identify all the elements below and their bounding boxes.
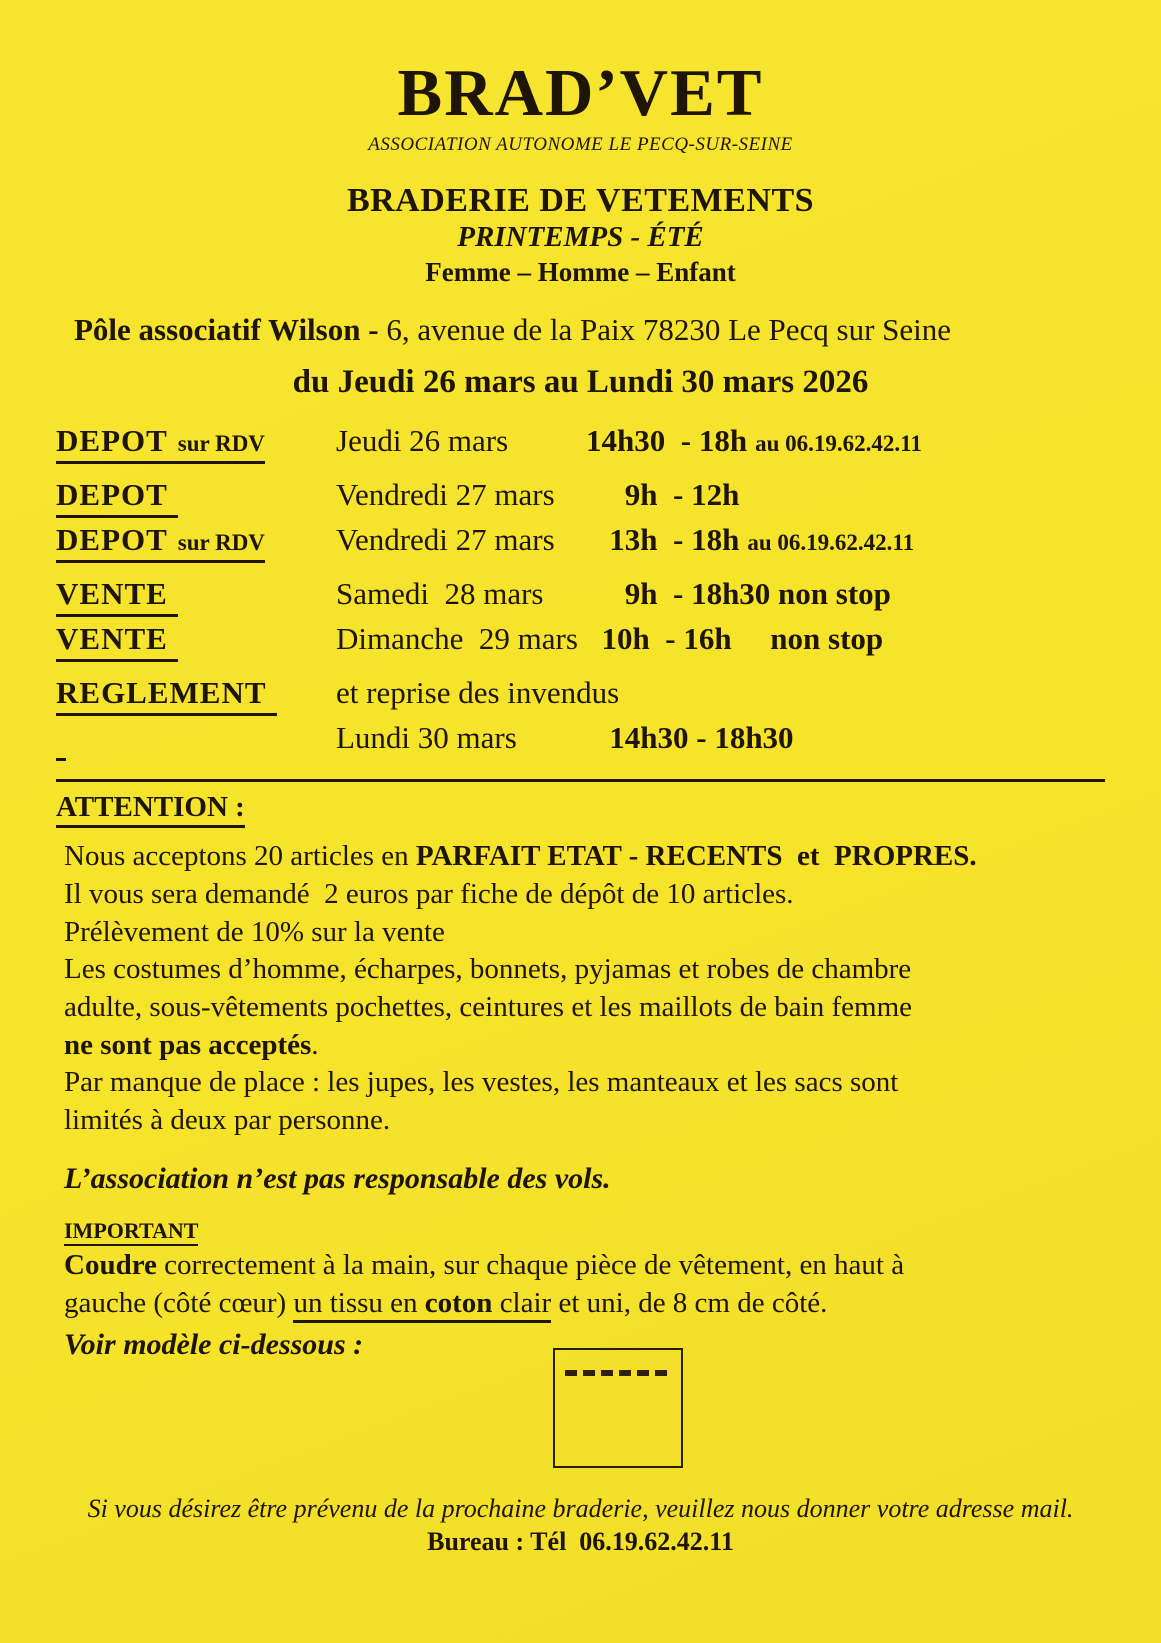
row-time: 9h - 12h — [586, 477, 740, 513]
office-phone: Bureau : Tél 06.19.62.42.11 — [427, 1527, 734, 1557]
attention-line: adulte, sous-vêtements pochettes, ceintures et les maillots de bain femme — [64, 991, 912, 1024]
schedule — [56, 423, 1105, 761]
row-day: Vendredi 27 mars — [336, 522, 555, 558]
schedule-row — [56, 675, 1105, 716]
date-range: du Jeudi 26 mars au Lundi 30 mars 2026 — [292, 364, 869, 401]
sewing-line: gauche (côté cœur) un tissu en coton clair et uni, de 8 cm de côté. — [64, 1284, 1105, 1322]
venue-line — [56, 312, 1105, 348]
flyer-header — [56, 58, 1105, 288]
stitch-dashes-icon — [565, 1370, 667, 1376]
attention-line: Les costumes d’homme, écharpes, bonnets, pyjamas et robes de chambre — [64, 953, 912, 986]
schedule-row — [56, 621, 1105, 662]
row-label: VENTE — [56, 576, 168, 612]
row-time: 14h30 - 18h30 — [586, 720, 794, 756]
mailing-list-notice: Si vous désirez être prévenu de la prochaine braderie, veuillez nous donner votre adresse mail. — [87, 1494, 1074, 1524]
attention-line: ne sont pas acceptés. — [64, 1028, 319, 1061]
row-time: 14h30 - 18h — [586, 423, 748, 459]
row-day: Lundi 30 mars — [336, 720, 517, 756]
attention-paragraph — [56, 838, 1105, 1140]
season-subtitle: PRINTEMPS - ÉTÉ — [457, 221, 704, 254]
attention-line: limités à deux par personne. — [64, 1104, 391, 1137]
attention-heading: ATTENTION : — [56, 791, 1105, 824]
schedule-row — [56, 423, 1105, 464]
row-label: DEPOT — [56, 423, 168, 459]
row-label: VENTE — [56, 621, 168, 657]
attention-line: Par manque de place : les jupes, les vestes, les manteaux et les sacs sont — [64, 1066, 899, 1099]
event-title: BRADERIE DE VETEMENTS — [346, 182, 815, 220]
venue-name: Pôle associatif Wilson - — [74, 312, 387, 348]
row-time: 13h - 18h — [586, 522, 740, 558]
row-day: Jeudi 26 mars — [336, 423, 509, 459]
row-label-suffix: sur RDV — [177, 431, 265, 457]
theft-disclaimer: L’association n’est pas responsable des vols. — [64, 1161, 611, 1195]
row-time: 9h - 18h30 non stop — [586, 576, 891, 612]
schedule-row — [56, 477, 1105, 518]
sewing-line: Coudre correctement à la main, sur chaque pièce de vêtement, en haut à — [64, 1248, 905, 1281]
fabric-model-box — [553, 1348, 683, 1468]
association-name: ASSOCIATION AUTONOME LE PECQ-SUR-SEINE — [368, 134, 793, 156]
row-label-suffix: sur RDV — [177, 530, 265, 556]
row-label: DEPOT — [56, 477, 168, 513]
sewing-instructions — [56, 1246, 1105, 1323]
attention-line: Il vous sera demandé 2 euros par fiche de dépôt de 10 articles. — [64, 878, 794, 911]
model-label: Voir modèle ci-dessous : — [64, 1328, 364, 1362]
schedule-row — [56, 720, 1105, 761]
row-day: Samedi 28 mars — [336, 576, 544, 612]
audience-line: Femme – Homme – Enfant — [425, 257, 736, 288]
attention-line: Nous acceptons 20 articles en PARFAIT ETAT - RECENTS et PROPRES. — [64, 840, 977, 873]
attention-line: Prélèvement de 10% sur la vente — [64, 915, 445, 948]
row-label: DEPOT — [56, 522, 168, 558]
row-time: 10h - 16h non stop — [586, 621, 884, 657]
row-time-suffix: au 06.19.62.42.11 — [755, 431, 922, 457]
row-label: REGLEMENT — [56, 675, 267, 711]
venue-address: 6, avenue de la Paix 78230 Le Pecq sur Seine — [386, 312, 952, 348]
schedule-row — [56, 576, 1105, 617]
schedule-row — [56, 522, 1105, 563]
row-day: et reprise des invendus — [336, 675, 620, 711]
page-title: BRAD’VET — [397, 56, 764, 130]
important-heading: IMPORTANT — [56, 1218, 1105, 1244]
row-day: Vendredi 27 mars — [336, 477, 555, 513]
section-divider — [56, 779, 1105, 782]
row-time-suffix: au 06.19.62.42.11 — [747, 530, 915, 556]
row-day: Dimanche 29 mars — [336, 621, 578, 657]
